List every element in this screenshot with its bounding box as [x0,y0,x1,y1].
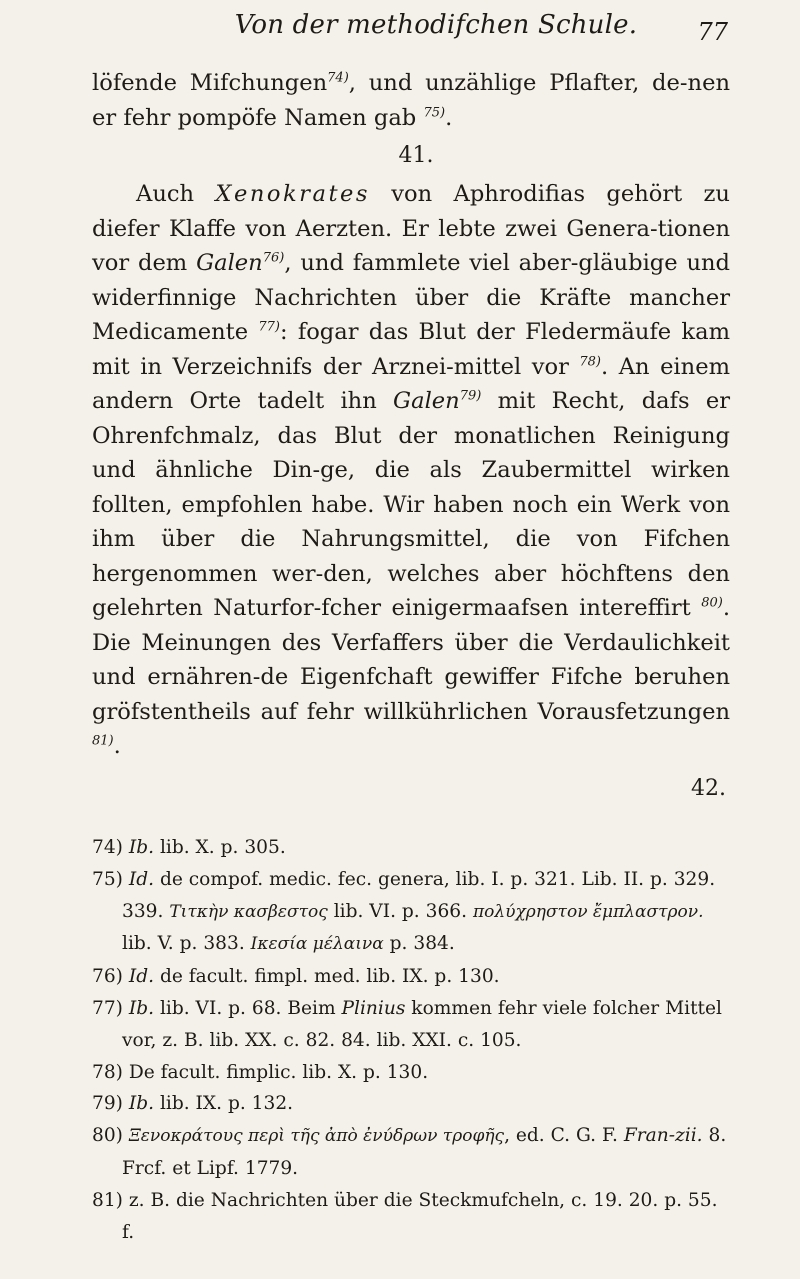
person-name: Xenokrates [215,181,370,207]
person-name: Galen [393,388,460,414]
footnote-79 [92,1088,730,1120]
footnote-75 [92,864,730,961]
text-run: Id. [128,868,155,890]
text-run: z. B. die Nachrichten über die Steckmufcheln, c. 19. 20. p. 55. f. [122,1189,718,1243]
footnote-number: 76) [92,966,123,988]
footnote-ref: 78) [579,353,602,369]
body-text [92,66,730,806]
greek-text: Τιτκὴν κασβεστος [169,901,328,922]
paragraph-41 [92,177,730,764]
footnote-ref: 81) [92,733,114,749]
text-run: de facult. fimpl. med. lib. IX. p. 130. [159,966,500,988]
footnote-ref: 76) [262,250,285,266]
footnote-74 [92,832,730,864]
footnote-ref: 79) [459,388,482,404]
text-run: , und fammlete viel aber-gläubige und widerfinnige Nachrichten über die Kräfte mancher Medicamente [92,250,731,345]
text-run: . [113,733,121,759]
footnote-number: 78) [92,1061,123,1083]
footnote-81 [92,1185,730,1249]
page-number: 77 [697,18,728,46]
running-head [92,8,730,48]
text-run: , und unzählige Pflafter, de-nen er fehr pompöfe Namen gab [92,70,730,131]
text-run: löfende Mifchungen [92,70,328,96]
text-run: : fogar das Blut der Fledermäufe kam mit in Verzeichnifs der Arznei-mittel vor [92,319,730,380]
footnote-ref: 77) [258,319,280,335]
footnotes [92,832,730,1248]
footnote-number: 80) [92,1125,123,1147]
greek-text: Ξενοκράτους περὶ τῆς ἀπὸ ἐνύδρων τροφῆς [128,1126,505,1147]
text-run: , ed. C. G. F. [504,1125,618,1147]
text-run: lib. IX. p. 132. [159,1093,294,1115]
footnote-76 [92,961,730,993]
footnote-ref: 74) [327,70,349,86]
footnote-80 [92,1120,730,1185]
footnote-number: 77) [92,997,123,1019]
greek-text: πολύχρηστον ἔμπλαστρον. [472,901,704,922]
text-run: Auch [136,181,195,207]
text-run: p. 384. [389,933,455,955]
person-name: Fran-zii. [623,1125,703,1147]
text-run: Ib. [128,997,155,1019]
text-run: . Die Meinungen des Verfaffers über die Verdaulichkeit und ernähren-de Eigenfchaft gewiffer Fifche beruhen gröfstentheils auf fehr willkührlichen Vorausfetzungen [92,595,730,725]
person-name: Plinius [341,997,406,1019]
footnote-77 [92,993,730,1057]
footnote-number: 79) [92,1093,123,1115]
footnote-number: 75) [92,868,123,890]
text-run: De facult. fimplic. lib. X. p. 130. [128,1061,429,1083]
footnote-number: 81) [92,1189,123,1211]
text-run: . An einem andern Orte tadelt ihn [92,353,731,414]
person-name: Galen [196,250,263,276]
section-number-41: 41. [398,143,434,168]
footnote-ref: 75) [423,104,446,120]
text-run: . [445,104,453,131]
text-run: lib. V. p. 383. [122,933,245,955]
footnote-ref: 80) [701,595,723,611]
text-run: von Aphrodifias gehört zu diefer Klaffe von Aerzten. Er lebte zwei Genera-tionen vor dem [92,181,730,276]
text-run: de compof. medic. fec. genera, lib. I. p. 321. Lib. II. p. 329. 339. [122,868,716,922]
text-run: lib. VI. p. 366. [333,900,468,922]
running-title: Von der methodifchen Schule. [234,10,638,40]
text-run: Ib. [128,837,155,858]
text-run: lib. VI. p. 68. Beim [159,997,336,1019]
section-number-42: 42. [691,775,726,801]
text-run: Id. [128,966,155,988]
footnote-number: 74) [92,837,123,858]
text-run: lib. X. p. 305. [159,837,286,858]
text-run: 8. Frcf. et Lipf. 1779. [122,1125,727,1179]
text-run: Ib. [128,1093,155,1115]
paragraph-continuation [92,66,730,135]
text-run: mit Recht, dafs er Ohrenfchmalz, das Blut der monatlichen Reinigung und ähnliche Din-ge, die als Zaubermittel wirken follten, empfohlen habe. Wir haben noch ein Werk von ihm über die Nahrungsmittel, die von Fifchen hergenommen wer-den, welches aber höchftens den gelehrten Naturfor-fcher einigermaafsen intereffirt [92,388,731,621]
footnote-78 [92,1057,730,1089]
greek-text: Ικεσία μέλαινα [250,934,384,955]
text-run: kommen fehr viele folcher Mittel vor, z. B. lib. XX. c. 82. 84. lib. XXI. c. 105. [122,997,722,1051]
